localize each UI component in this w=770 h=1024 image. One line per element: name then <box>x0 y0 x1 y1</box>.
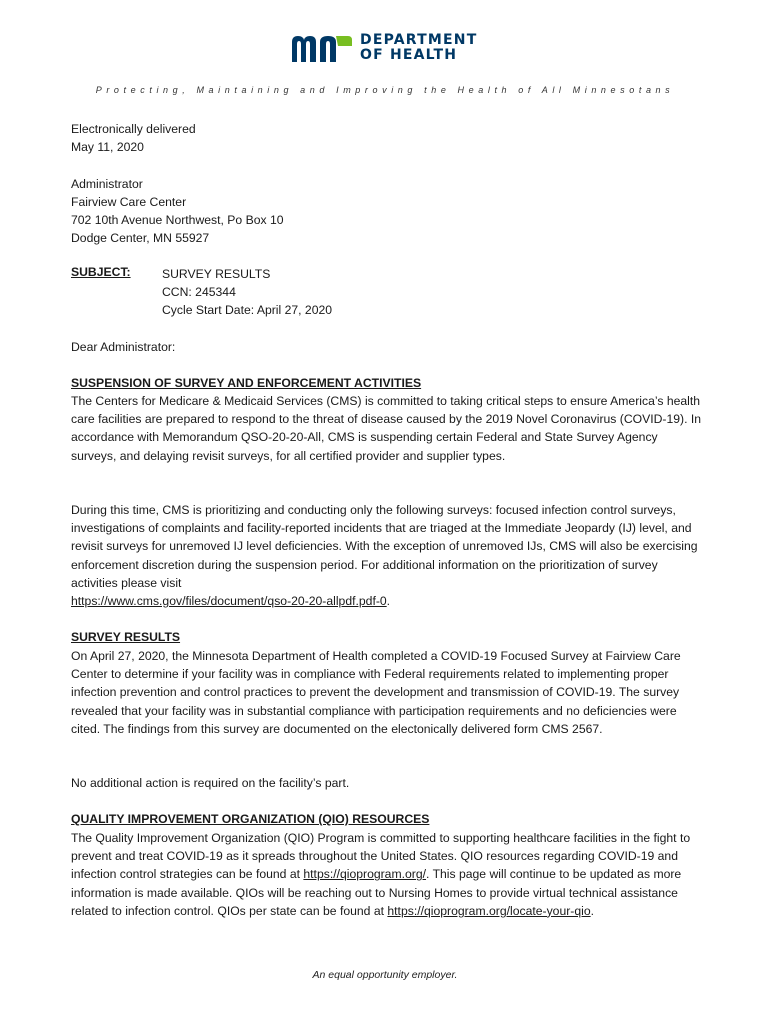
letter-date: May 11, 2020 <box>71 140 144 154</box>
section-heading-results: SURVEY RESULTS <box>71 630 181 644</box>
footer-eoe: An equal opportunity employer. <box>312 969 458 981</box>
subject-line: CCN: 245344 <box>162 285 236 300</box>
suspension-paragraph-2 <box>71 501 703 610</box>
paragraph-text: . <box>590 903 595 918</box>
address-line: Administrator <box>71 177 143 191</box>
qio-program-link[interactable]: https://qioprogram.org/ <box>303 867 427 882</box>
paragraph-text: The Quality Improvement Organization (QIO) Program is committed to supporting healthcare facilities in the fight to prevent and treat COVID-19 as it spreads throughout the United States. QIO resources regarding COVID-19 and infection control strategies can be found at <box>71 831 691 882</box>
address-line: Dodge Center, MN 55927 <box>71 231 210 245</box>
locate-qio-link[interactable]: https://qioprogram.org/locate-your-qio <box>387 903 591 918</box>
subject-line: SURVEY RESULTS <box>162 267 271 281</box>
logo-line-2: OF HEALTH <box>360 47 458 63</box>
address-line: 702 10th Avenue Northwest, Po Box 10 <box>71 213 284 227</box>
logo-wordmark <box>360 33 477 63</box>
suspension-paragraph-1: The Centers for Medicare & Medicaid Services (CMS) is committed to taking critical steps to ensure America’s health care facilities are prepared to respond to the threat of disease caused by the 2019 Novel Coronavirus (COVID-19). In accordance with Memorandum QSO-20-20-All, CMS is suspending certain Federal and State Survey Agency surveys, and delaying revisit surveys, for all certified provider and supplier types. <box>71 394 702 463</box>
results-paragraph-2: No additional action is required on the facility’s part. <box>71 776 350 790</box>
address-line: Fairview Care Center <box>71 195 187 209</box>
cms-memo-link[interactable]: https://www.cms.gov/files/document/qso-20-20-allpdf.pdf-0 <box>71 594 387 609</box>
section-heading-suspension: SUSPENSION OF SURVEY AND ENFORCEMENT ACTIVITIES <box>71 376 422 390</box>
tagline: Protecting, Maintaining and Improving the Health of All Minnesotans <box>95 85 675 95</box>
paragraph-text: . <box>386 594 391 609</box>
subject-block <box>162 265 332 320</box>
results-paragraph-1: On April 27, 2020, the Minnesota Department of Health completed a COVID-19 Focused Survey at Fairview Care Center to determine if your facility was in compliance with Federal requirements related to implementing proper infection prevention and control practices to prevent the development and transmission of COVID-19. The survey revealed that your facility was in substantial compliance with participation requirements and no deficiencies were cited. The findings from this survey are documented on the electonically delivered form CMS 2567. <box>71 649 681 736</box>
paragraph-text: During this time, CMS is prioritizing and conducting only the following surveys: focused infection control surveys, investigations of complaints and facility-reported incidents that are triaged at the Immediate Jeopardy (IJ) level, and revisit surveys for unremoved IJ level deficiencies. With the exception of unremoved IJs, CMS will also be exercising enforcement discretion during the suspension period. For additional information on the prioritization of survey activities please visit <box>71 503 698 590</box>
mdh-logo <box>290 32 477 64</box>
mn-logo-icon <box>290 32 354 64</box>
qio-paragraph <box>71 829 703 920</box>
salutation: Dear Administrator: <box>71 340 176 354</box>
subject-label: SUBJECT: <box>71 265 131 279</box>
paragraph-text: . This page will continue to be updated as more information is made available. QIOs will be reaching out to Nursing Homes to provide virtual technical assistance related to infection control. QIOs per state can be found at <box>71 867 682 918</box>
logo-line-1: DEPARTMENT <box>360 32 478 48</box>
subject-line: Cycle Start Date: April 27, 2020 <box>162 303 333 318</box>
section-heading-qio: QUALITY IMPROVEMENT ORGANIZATION (QIO) RESOURCES <box>71 812 430 826</box>
delivery-method: Electronically delivered <box>71 122 196 136</box>
